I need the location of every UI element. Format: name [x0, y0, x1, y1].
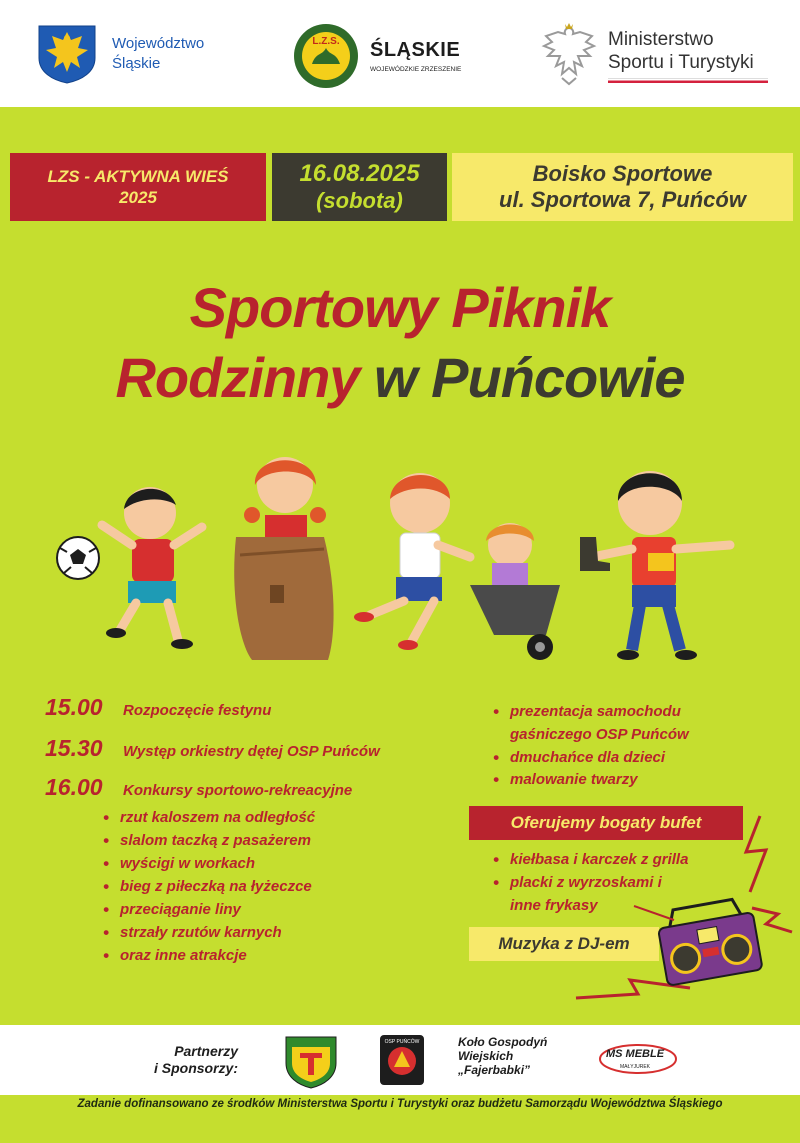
soccer-ball-icon [57, 537, 99, 579]
title-line1: Sportowy Piknik [189, 276, 611, 339]
title-line2-red: Rodzinny [115, 346, 360, 409]
title-line2-dark: w Puńcowie [374, 346, 685, 409]
silesia-logo [36, 24, 204, 84]
osp-logo-icon [378, 1033, 426, 1087]
title-line2 [0, 346, 800, 409]
program-box [10, 153, 266, 221]
region-name-line1: Województwo [112, 35, 205, 52]
buffet-item: • placki z wyrzoskami i inne frykasy [490, 871, 690, 917]
lightning-icon [752, 908, 792, 932]
kgw-label [458, 1035, 547, 1077]
contest-item: • slalom taczką z pasażerem [100, 829, 311, 852]
partners-label-line1: Partnerzy [174, 1043, 238, 1059]
schedule-item [45, 694, 271, 721]
schedule-item [45, 735, 380, 762]
osp-logo-text: OSP PUŃCÓW [384, 1039, 420, 1045]
venue-line1: Boisko Sportowe [532, 161, 713, 186]
contest-item: • strzały rzutów karnych [100, 921, 282, 944]
lzs-name: ŚLĄSKIE [370, 39, 461, 61]
kids-illustration [40, 445, 780, 670]
partners-band [0, 1025, 800, 1095]
ministry-logo [538, 22, 768, 88]
ministry-line2: Sportu i Turystyki [608, 51, 754, 73]
region-name-line2: Śląskie [112, 55, 161, 72]
schedule-item [45, 774, 352, 801]
boy-throwing-boot [580, 471, 730, 660]
club-crest-icon [282, 1033, 340, 1089]
partners-label [140, 1043, 238, 1077]
eagle-shield-icon [36, 24, 98, 84]
boombox-graphic [570, 812, 795, 1002]
ministry-flag-bar [608, 78, 768, 83]
partners-label-line2: i Sponsorzy: [153, 1060, 238, 1076]
lzs-emblem-icon [292, 22, 360, 90]
contest-item: • przeciąganie liny [100, 898, 241, 921]
schedule-text: Rozpoczęcie festynu [123, 702, 272, 719]
music-badge: Muzyka z DJ-em [469, 927, 659, 961]
white-eagle-icon [538, 22, 600, 88]
attraction-item: • prezentacja samochodu gaśniczego OSP Puńców [490, 700, 720, 746]
date-line2: (sobota) [316, 188, 403, 213]
lzs-subtitle: WOJEWÓDZKIE ZRZESZENIE [370, 66, 462, 73]
schedule-time: 15.00 [45, 694, 103, 720]
schedule-text: Konkursy sportowo-rekreacyjne [123, 782, 353, 799]
kgw-line1: Koło Gospodyń [458, 1035, 548, 1049]
lightning-icon [634, 906, 674, 920]
lzs-emblem-text: L.Z.S. [312, 36, 340, 47]
header-band [0, 0, 800, 107]
program-line1: LZS - AKTYWNA WIEŚ [47, 167, 229, 186]
boombox-icon [655, 896, 762, 986]
buffet-item: • kiełbasa i karczek z grilla [490, 848, 688, 871]
lightning-icon [746, 816, 766, 892]
boy-kicking [102, 487, 202, 649]
contest-item: • rzut kaloszem na odległość [100, 806, 315, 829]
kgw-line2: Wiejskich [458, 1049, 514, 1063]
contest-item: • bieg z piłeczką na łyżeczce [100, 875, 312, 898]
program-line2: 2025 [119, 188, 157, 207]
schedule-time: 16.00 [45, 774, 103, 800]
venue-line2: ul. Sportowa 7, Puńców [499, 187, 746, 212]
meble-line1: MS MEBLE [605, 1048, 665, 1060]
meble-line2: MAŁYJUREK [619, 1064, 650, 1070]
contest-item: • wyścigi w workach [100, 852, 255, 875]
attraction-item: • dmuchańce dla dzieci [490, 746, 665, 769]
buffet-heading: Oferujemy bogaty bufet [469, 806, 743, 840]
contest-item: • oraz inne atrakcje [100, 944, 247, 967]
venue-box [452, 153, 793, 221]
date-box [272, 153, 447, 221]
ministry-line1: Ministerstwo [608, 28, 714, 50]
attraction-item: • malowanie twarzy [490, 768, 638, 791]
schedule-time: 15.30 [45, 735, 103, 761]
meble-logo [592, 1037, 678, 1081]
lzs-logo [292, 22, 461, 90]
funding-note: Zadanie dofinansowano ze środków Ministerstwa Sportu i Turystyki oraz budżetu Samorządu Województwa Śląskiego [77, 1098, 723, 1110]
girl-in-sack [234, 457, 333, 660]
date-line1: 16.08.2025 [299, 160, 420, 187]
schedule-text: Występ orkiestry dętej OSP Puńców [123, 743, 380, 760]
kgw-line3: „Fajerbabki” [458, 1063, 531, 1077]
boy-with-wheelbarrow [354, 473, 560, 660]
